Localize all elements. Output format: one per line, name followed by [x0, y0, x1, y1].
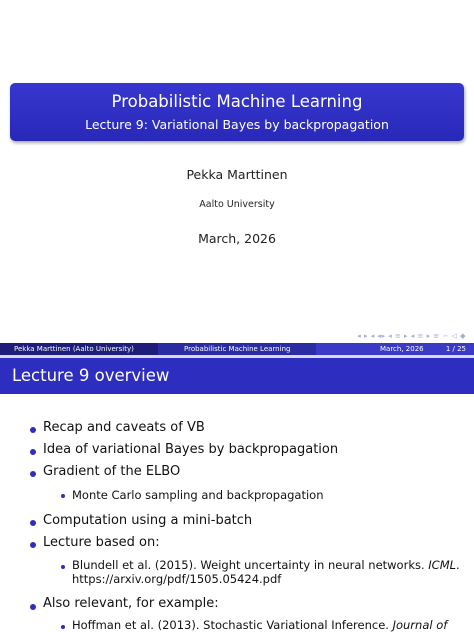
reference-text: Blundell et al. (2015). Weight uncertainty in neural networks.	[72, 558, 429, 572]
slide-footer	[0, 343, 474, 355]
reference-hoffman	[72, 618, 447, 632]
list-item: Lecture based on:	[43, 535, 160, 550]
footer-date: March, 2026	[380, 345, 424, 353]
reference-end: .	[456, 558, 460, 572]
title-block	[10, 83, 464, 141]
institute: Aalto University	[199, 199, 275, 210]
reference-blundell	[72, 558, 460, 572]
bullet-icon	[30, 471, 36, 477]
footer-date-page	[316, 343, 474, 355]
footer-page-number: 1 / 25	[445, 345, 466, 353]
overview-content	[0, 394, 474, 632]
reference-venue: Journal of	[392, 618, 448, 632]
reference-url[interactable]: https://arxiv.org/pdf/1505.05424.pdf	[72, 572, 282, 586]
list-item: Idea of variational Bayes by backpropagation	[43, 442, 339, 457]
presentation-date: March, 2026	[198, 231, 276, 246]
presentation-subtitle: Lecture 9: Variational Bayes by backpropagation	[85, 117, 389, 132]
list-item: Gradient of the ELBO	[43, 464, 181, 479]
bullet-icon	[30, 604, 36, 610]
footer-author: Pekka Marttinen (Aalto University)	[0, 343, 158, 355]
bullet-icon	[30, 449, 36, 455]
navigation-symbols[interactable]: ◂ ▸ ◂ ◂▸ ◂ ≡ ▸ ◂ ≡ ▸ ≡ ∽ ◁ ◆	[357, 332, 466, 340]
reference-venue: ICML	[428, 558, 457, 572]
sub-bullet-icon	[61, 565, 65, 569]
bullet-icon	[30, 427, 36, 433]
reference-text: Hoffman et al. (2013). Stochastic Variational Inference.	[72, 618, 393, 632]
list-item: Recap and caveats of VB	[43, 420, 205, 435]
presentation-title: Probabilistic Machine Learning	[111, 92, 363, 111]
sub-bullet-icon	[61, 494, 65, 498]
bullet-icon	[30, 542, 36, 548]
list-item: Computation using a mini-batch	[43, 513, 253, 528]
list-item: Also relevant, for example:	[43, 596, 219, 611]
footer-title: Probabilistic Machine Learning	[158, 343, 316, 355]
author-name: Pekka Marttinen	[186, 167, 288, 182]
sub-list-item: Monte Carlo sampling and backpropagation	[72, 488, 324, 502]
sub-bullet-icon	[61, 625, 65, 629]
frame-title: Lecture 9 overview	[0, 358, 474, 394]
bullet-icon	[30, 520, 36, 526]
